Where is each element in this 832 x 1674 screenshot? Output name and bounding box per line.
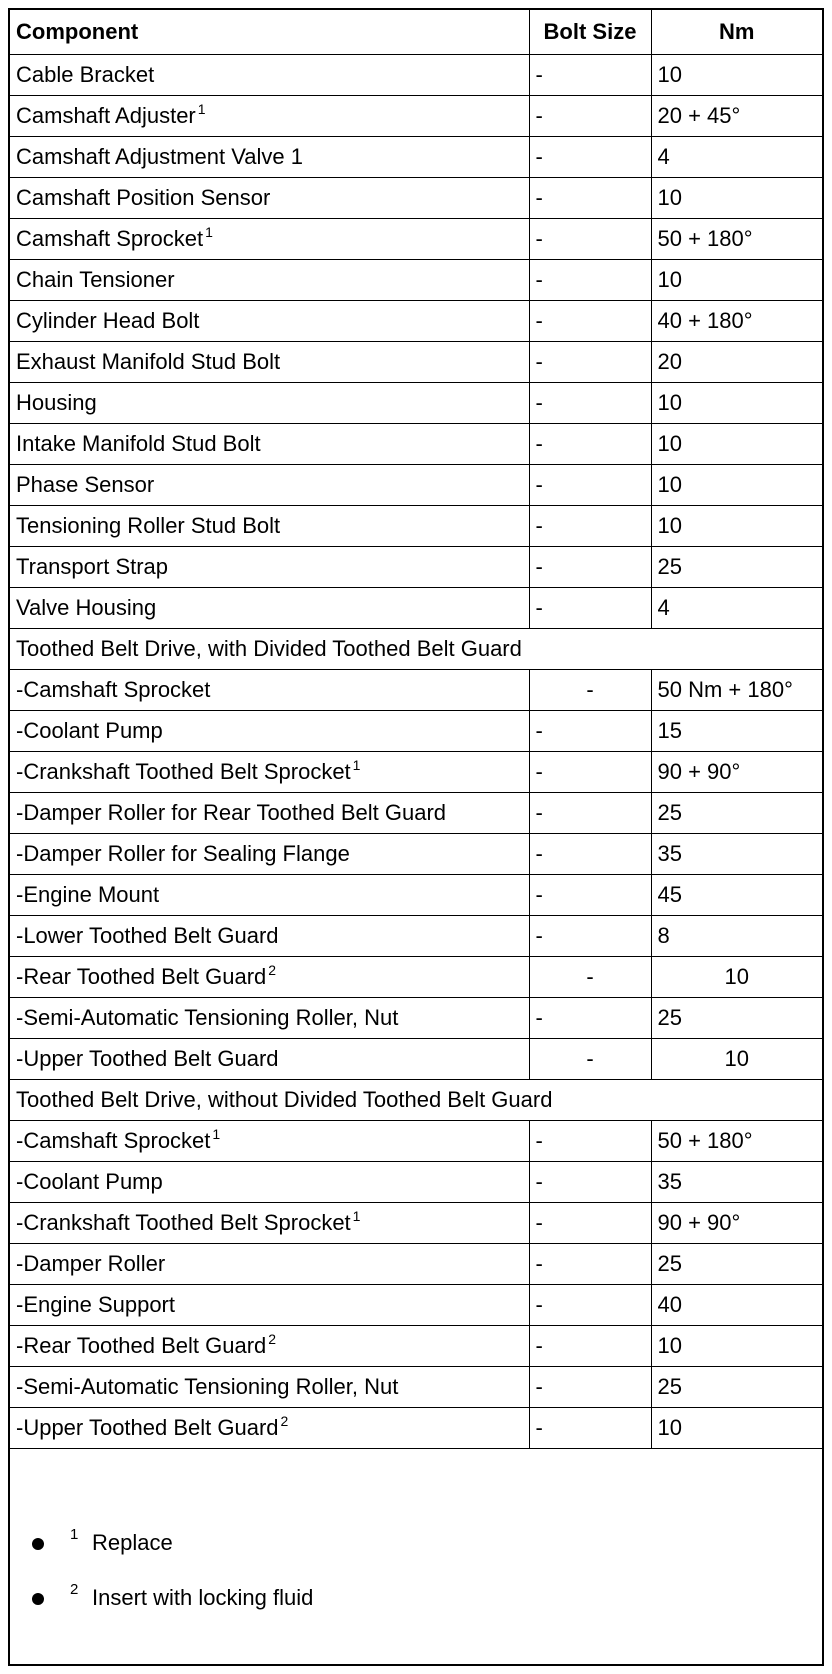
table-row xyxy=(10,259,822,300)
component-cell xyxy=(10,259,529,300)
table-row xyxy=(10,300,822,341)
table-row xyxy=(10,587,822,628)
footnote-marker: 1 xyxy=(197,100,206,117)
component-cell xyxy=(10,382,529,423)
table-row xyxy=(10,1202,822,1243)
bullet-icon xyxy=(32,1593,44,1605)
table-row xyxy=(10,382,822,423)
component-name: Camshaft Sprocket xyxy=(16,225,204,251)
component-cell xyxy=(10,1038,529,1079)
nm-cell: 40 xyxy=(651,1284,822,1325)
component-cell xyxy=(10,54,529,95)
table-row xyxy=(10,1161,822,1202)
footnote-marker: 1 xyxy=(352,1207,361,1224)
bolt-size-cell: - xyxy=(529,95,651,136)
component-name: -Coolant Pump xyxy=(16,1168,163,1194)
footnote-marker: 1 xyxy=(205,223,213,240)
footnote-marker: 2 xyxy=(268,961,277,978)
nm-cell: 25 xyxy=(651,1243,822,1284)
table-row xyxy=(10,423,822,464)
component-cell xyxy=(10,1284,529,1325)
nm-cell: 8 xyxy=(651,915,822,956)
nm-cell: 25 xyxy=(651,792,822,833)
bolt-size-cell: - xyxy=(529,1038,651,1079)
footnote-marker: 1 xyxy=(212,1125,221,1142)
table-row xyxy=(10,1120,822,1161)
component-name: -Damper Roller xyxy=(16,1250,166,1276)
component-cell xyxy=(10,1325,529,1366)
component-cell xyxy=(10,505,529,546)
component-name: -Rear Toothed Belt Guard xyxy=(16,1332,267,1358)
bolt-size-cell: - xyxy=(529,792,651,833)
bolt-size-cell: - xyxy=(529,997,651,1038)
component-name: -Engine Support xyxy=(16,1291,175,1317)
bolt-size-cell: - xyxy=(529,341,651,382)
nm-cell: 20 xyxy=(651,341,822,382)
bolt-size-cell: - xyxy=(529,546,651,587)
component-name: -Engine Mount xyxy=(16,881,160,907)
table-row xyxy=(10,1284,822,1325)
nm-cell: 25 xyxy=(651,997,822,1038)
nm-cell: 90 + 90° xyxy=(651,1202,822,1243)
component-cell xyxy=(10,587,529,628)
component-cell xyxy=(10,423,529,464)
component-cell xyxy=(10,464,529,505)
table-row xyxy=(10,710,822,751)
table-row xyxy=(10,1366,822,1407)
component-name: -Crankshaft Toothed Belt Sprocket xyxy=(16,1209,351,1235)
component-cell xyxy=(10,341,529,382)
component-cell xyxy=(10,1161,529,1202)
table-row xyxy=(10,956,822,997)
bolt-size-cell: - xyxy=(529,382,651,423)
component-cell xyxy=(10,751,529,792)
nm-cell: 50 Nm + 180° xyxy=(651,669,822,710)
component-cell xyxy=(10,1120,529,1161)
nm-cell: 45 xyxy=(651,874,822,915)
component-name: Exhaust Manifold Stud Bolt xyxy=(16,348,281,374)
nm-cell: 4 xyxy=(651,136,822,177)
bolt-size-cell: - xyxy=(529,218,651,259)
component-name: -Damper Roller for Sealing Flange xyxy=(16,840,350,866)
component-cell xyxy=(10,136,529,177)
bolt-size-cell: - xyxy=(529,423,651,464)
footnote-text: Replace xyxy=(92,1530,173,1555)
component-cell xyxy=(10,218,529,259)
component-name: Transport Strap xyxy=(16,553,169,579)
bolt-size-cell: - xyxy=(529,177,651,218)
nm-cell: 10 xyxy=(651,1038,822,1079)
bolt-size-cell: - xyxy=(529,300,651,341)
bolt-size-cell: - xyxy=(529,136,651,177)
component-name: -Camshaft Sprocket xyxy=(16,1127,211,1153)
table-row xyxy=(10,464,822,505)
bolt-size-cell: - xyxy=(529,1120,651,1161)
header-bolt-size: Bolt Size xyxy=(529,10,651,54)
component-cell xyxy=(10,1202,529,1243)
component-name: -Rear Toothed Belt Guard xyxy=(16,963,267,989)
footnote-item xyxy=(10,1571,822,1626)
component-name: -Semi-Automatic Tensioning Roller, Nut xyxy=(16,1004,399,1030)
nm-cell: 35 xyxy=(651,1161,822,1202)
component-cell xyxy=(10,1407,529,1448)
table-row xyxy=(10,341,822,382)
component-name: -Semi-Automatic Tensioning Roller, Nut xyxy=(16,1373,399,1399)
bolt-size-cell: - xyxy=(529,710,651,751)
nm-cell: 35 xyxy=(651,833,822,874)
bolt-size-cell: - xyxy=(529,464,651,505)
component-name: Camshaft Position Sensor xyxy=(16,184,271,210)
footnote-text: Insert with locking fluid xyxy=(92,1585,314,1610)
nm-cell: 4 xyxy=(651,587,822,628)
nm-cell: 10 xyxy=(651,382,822,423)
component-name: Housing xyxy=(16,389,97,415)
nm-cell: 25 xyxy=(651,546,822,587)
nm-cell: 10 xyxy=(651,956,822,997)
nm-cell: 10 xyxy=(651,177,822,218)
bolt-size-cell: - xyxy=(529,833,651,874)
table-row xyxy=(10,505,822,546)
nm-cell: 40 + 180° xyxy=(651,300,822,341)
component-name: Valve Housing xyxy=(16,594,157,620)
bolt-size-cell: - xyxy=(529,874,651,915)
component-cell xyxy=(10,1243,529,1284)
component-name: -Upper Toothed Belt Guard xyxy=(16,1045,279,1071)
table-row xyxy=(10,1325,822,1366)
nm-cell: 50 + 180° xyxy=(651,218,822,259)
header-component: Component xyxy=(10,10,529,54)
bolt-size-cell: - xyxy=(529,1243,651,1284)
table-row xyxy=(10,669,822,710)
footnote-number: 1 xyxy=(70,1526,79,1543)
group-heading: Toothed Belt Drive, without Divided Toothed Belt Guard xyxy=(10,1079,822,1120)
table-row xyxy=(10,915,822,956)
group-heading: Toothed Belt Drive, with Divided Toothed Belt Guard xyxy=(10,628,822,669)
nm-cell: 15 xyxy=(651,710,822,751)
table-row xyxy=(10,833,822,874)
table-row xyxy=(10,1038,822,1079)
component-name: -Crankshaft Toothed Belt Sprocket xyxy=(16,758,351,784)
footnote-item xyxy=(10,1516,822,1571)
table-row xyxy=(10,1407,822,1448)
component-cell xyxy=(10,546,529,587)
footnote-marker: 2 xyxy=(280,1412,289,1429)
component-cell xyxy=(10,915,529,956)
bolt-size-cell: - xyxy=(529,1202,651,1243)
nm-cell: 25 xyxy=(651,1366,822,1407)
component-name: Phase Sensor xyxy=(16,471,155,497)
table-row xyxy=(10,997,822,1038)
component-cell xyxy=(10,874,529,915)
footnote-marker: 1 xyxy=(352,756,361,773)
table-group-row xyxy=(10,628,822,669)
component-name: Tensioning Roller Stud Bolt xyxy=(16,512,281,538)
nm-cell: 10 xyxy=(651,54,822,95)
component-cell xyxy=(10,997,529,1038)
component-cell xyxy=(10,669,529,710)
nm-cell: 20 + 45° xyxy=(651,95,822,136)
torque-table xyxy=(10,10,822,1449)
table-group-row xyxy=(10,1079,822,1120)
bolt-size-cell: - xyxy=(529,956,651,997)
nm-cell: 50 + 180° xyxy=(651,1120,822,1161)
component-name: Camshaft Adjuster xyxy=(16,102,196,128)
component-name: Cable Bracket xyxy=(16,61,155,87)
component-cell xyxy=(10,710,529,751)
header-nm: Nm xyxy=(651,10,822,54)
bolt-size-cell: - xyxy=(529,587,651,628)
component-name: -Damper Roller for Rear Toothed Belt Guard xyxy=(16,799,447,825)
bolt-size-cell: - xyxy=(529,669,651,710)
component-name: Camshaft Adjustment Valve 1 xyxy=(16,143,303,169)
bolt-size-cell: - xyxy=(529,505,651,546)
nm-cell: 10 xyxy=(651,259,822,300)
component-cell xyxy=(10,792,529,833)
nm-cell: 90 + 90° xyxy=(651,751,822,792)
table-row xyxy=(10,751,822,792)
nm-cell: 10 xyxy=(651,1325,822,1366)
component-cell xyxy=(10,177,529,218)
nm-cell: 10 xyxy=(651,464,822,505)
bolt-size-cell: - xyxy=(529,54,651,95)
nm-cell: 10 xyxy=(651,505,822,546)
component-name: -Lower Toothed Belt Guard xyxy=(16,922,279,948)
footnotes xyxy=(10,1516,822,1626)
nm-cell: 10 xyxy=(651,1407,822,1448)
nm-cell: 10 xyxy=(651,423,822,464)
component-name: -Camshaft Sprocket xyxy=(16,676,211,702)
component-cell xyxy=(10,1366,529,1407)
component-cell xyxy=(10,956,529,997)
component-name: Intake Manifold Stud Bolt xyxy=(16,430,261,456)
component-name: -Coolant Pump xyxy=(16,717,163,743)
bolt-size-cell: - xyxy=(529,1366,651,1407)
bullet-icon xyxy=(32,1538,44,1550)
bolt-size-cell: - xyxy=(529,915,651,956)
torque-spec-sheet xyxy=(8,8,824,1666)
table-row xyxy=(10,1243,822,1284)
component-cell xyxy=(10,833,529,874)
bolt-size-cell: - xyxy=(529,1407,651,1448)
table-row xyxy=(10,546,822,587)
component-name: -Upper Toothed Belt Guard xyxy=(16,1414,279,1440)
component-cell xyxy=(10,95,529,136)
bolt-size-cell: - xyxy=(529,751,651,792)
table-row xyxy=(10,95,822,136)
table-row xyxy=(10,792,822,833)
table-row xyxy=(10,177,822,218)
component-name: Cylinder Head Bolt xyxy=(16,307,200,333)
footnote-number: 2 xyxy=(70,1581,79,1598)
table-row xyxy=(10,136,822,177)
table-header-row xyxy=(10,10,822,54)
bolt-size-cell: - xyxy=(529,1161,651,1202)
table-body xyxy=(10,54,822,1448)
footnote-marker: 2 xyxy=(268,1330,277,1347)
bolt-size-cell: - xyxy=(529,1325,651,1366)
table-row xyxy=(10,874,822,915)
component-cell xyxy=(10,300,529,341)
bolt-size-cell: - xyxy=(529,259,651,300)
table-row xyxy=(10,218,822,259)
bolt-size-cell: - xyxy=(529,1284,651,1325)
table-row xyxy=(10,54,822,95)
component-name: Chain Tensioner xyxy=(16,266,175,292)
